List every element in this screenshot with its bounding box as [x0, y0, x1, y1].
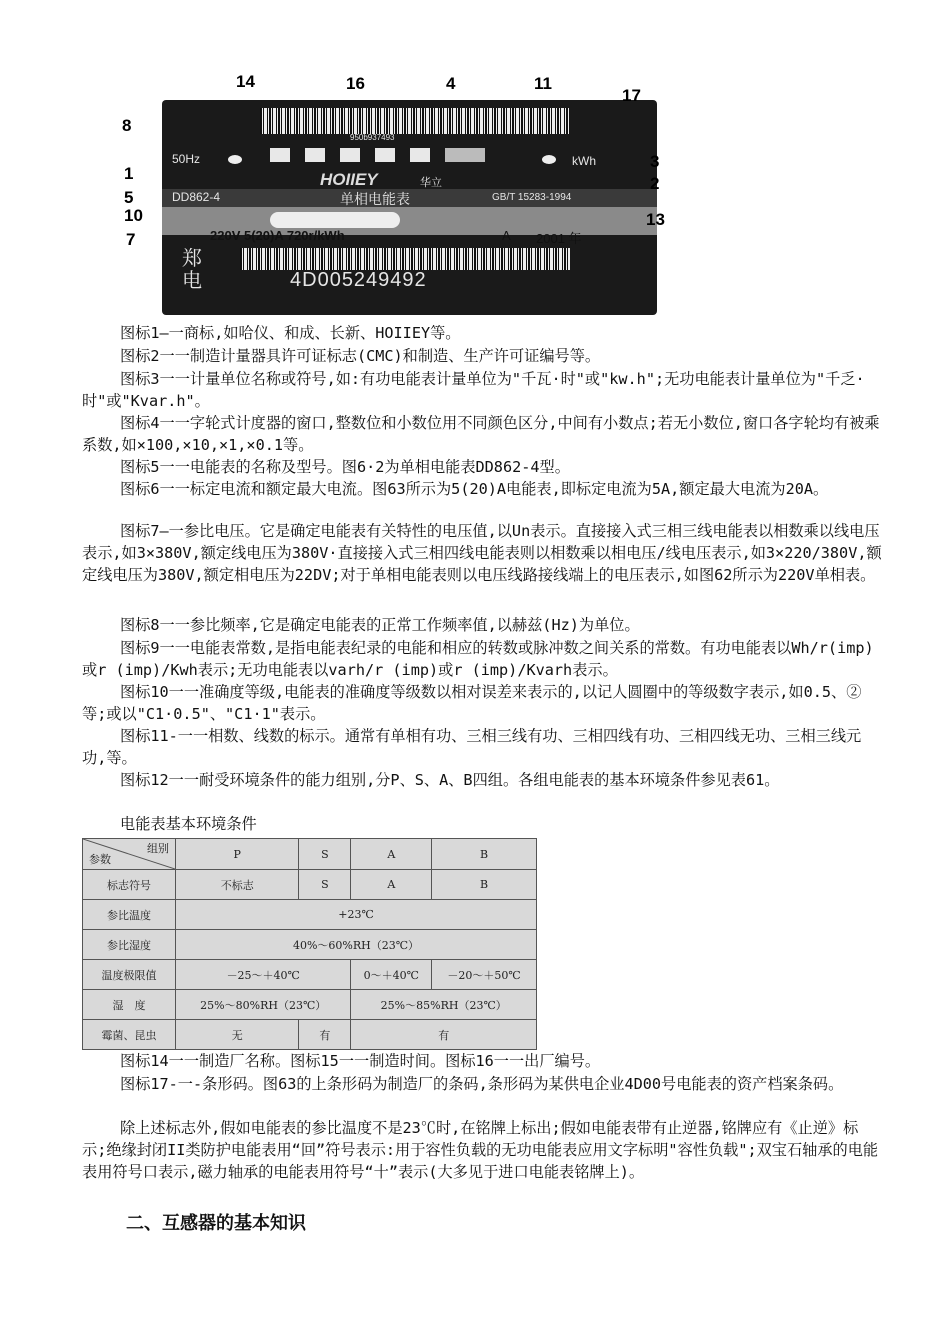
value-cell: 有: [351, 1020, 537, 1050]
table-header-row: [83, 839, 537, 870]
callout-13: 13: [646, 210, 665, 229]
register-digit: [375, 148, 395, 162]
paragraph-other-marks: 除上述标志外,假如电能表的参比温度不是23℃时,在铭牌上标出;假如电能表带有止逆器,铭牌应有《止逆》标示;绝缘封闭II类防护电能表用“回”符号表示:用于容性负载的无功电能表应用文字标明"容性负载";双宝石轴承的电能表用符号口表示,磁力轴承的电能表用符号“十”表示(大多见于进口电能表铭牌上)。: [82, 1119, 879, 1181]
register-digit: [305, 148, 325, 162]
paragraph-icon2: 图标2一一制造计量器具许可证标志(CMC)和制造、生产许可证编号等。: [120, 347, 601, 365]
param-cell: 参比湿度: [83, 930, 176, 960]
owner-label: 郑电: [182, 248, 202, 292]
value-cell: S: [299, 870, 351, 900]
value-cell: 有: [299, 1020, 351, 1050]
callout-2: 2: [650, 174, 660, 193]
value-cell: 0～＋40℃: [351, 960, 432, 990]
corner-header-cell: [83, 839, 176, 870]
paragraph-icon6: 图标6一一标定电流和额定最大电流。图63所示为5(20)A电能表,即标定电流为5A,额定最大电流为20A。: [120, 480, 829, 498]
callout-1: 1: [124, 164, 134, 183]
frequency-label: 50Hz: [172, 152, 201, 166]
param-cell: 霉菌、昆虫: [83, 1020, 176, 1050]
callout-7: 7: [126, 230, 136, 249]
value-cell: 不标志: [176, 870, 299, 900]
value-cell: +23℃: [176, 900, 537, 930]
callout-17-top: 17: [622, 86, 641, 105]
table-row: [83, 1020, 537, 1050]
register-digit: [340, 148, 360, 162]
model-number: DD862-4: [172, 190, 221, 204]
param-cell: 温度极限值: [83, 960, 176, 990]
register-digit: [270, 148, 290, 162]
value-cell: 无: [176, 1020, 299, 1050]
rotor-window: [270, 212, 400, 228]
standard-number: GB/T 15283-1994: [492, 192, 572, 203]
callout-8: 8: [122, 116, 132, 135]
environment-conditions-table: [82, 838, 537, 1050]
table-row: [83, 870, 537, 900]
table-row: [83, 990, 537, 1020]
callout-14: 14: [236, 72, 255, 91]
value-cell: B: [432, 870, 537, 900]
callout-16: 16: [346, 74, 365, 93]
brand-logo: HOIIEY: [320, 170, 378, 189]
callout-3: 3: [650, 152, 660, 171]
corner-param-label: 参数: [89, 853, 111, 866]
table-row: [83, 930, 537, 960]
paragraph-icon4: 图标4一一字轮式计度器的窗口,整数位和小数位用不同颜色区分,中间有小数点;若无小数位,窗口各字轮均有被乘系数,如×100,×10,×1,×0.1等。: [82, 414, 880, 454]
table-row: [83, 900, 537, 930]
callout-5: 5: [124, 188, 134, 207]
manufacture-year: 2001 年: [536, 231, 582, 246]
paragraph-icon7: 图标7—一参比电压。它是确定电能表有关特性的电压值,以Un表示。直接接入式三相三线电能表以相数乘以线电压表示,如3×380V,额定线电压为380V·直接接入式三相四线电能表则以相数乘以相电压/线电压表示,如3×220/380V,额定线电压为380V,额定相电压为22DV;对于单相电能表则以电压线路接线端上的电压表示,如图62所示为220V单相表。: [82, 522, 882, 584]
top-serial-number: 950b937493: [350, 133, 395, 142]
register-digit: [410, 148, 430, 162]
register-windows: [270, 148, 485, 162]
paragraph-icon1: 图标1—一商标,如哈仪、和成、长新、HOIIEY等。: [120, 324, 461, 342]
value-cell: 25%～85%RH（23℃）: [351, 990, 537, 1020]
param-cell: 标志符号: [83, 870, 176, 900]
callout-10: 10: [124, 206, 143, 225]
unit-label: kWh: [572, 154, 596, 168]
section-title: 二、互感器的基本知识: [126, 1213, 306, 1234]
paragraph-icon14-16: 图标14一一制造厂名称。图标15一一制造时间。图标16一一出厂编号。: [120, 1052, 601, 1070]
paragraph-icon8: 图标8一一参比频率,它是确定电能表的正常工作频率值,以赫兹(Hz)为单位。: [120, 616, 640, 634]
brand-chinese: 华立: [420, 177, 442, 189]
indicator-lamp: [228, 155, 242, 164]
class-mark: A: [502, 228, 511, 243]
top-barcode: [260, 108, 570, 134]
table-row: [83, 960, 537, 990]
paragraph-icon12: 图标12一一耐受环境条件的能力组别,分P、S、A、B四组。各组电能表的基本环境条件参见表61。: [120, 771, 780, 789]
rating-text: 220V 5(20)A 720r/kWh: [210, 228, 345, 243]
meter-nameplate-figure: [110, 70, 670, 315]
paragraph-icon3: 图标3一一计量单位名称或符号,如:有功电能表计量单位为"千瓦·时"或"kw.h";无功电能表计量单位为"千乏·时"或"Kvar.h"。: [82, 370, 865, 410]
value-cell: 25%～80%RH（23℃）: [176, 990, 351, 1020]
asset-number: 4D005249492: [290, 269, 427, 291]
register-digit: [445, 148, 485, 162]
value-cell: －25～＋40℃: [176, 960, 351, 990]
corner-group-label: 组别: [147, 842, 169, 855]
paragraph-icon5: 图标5一一电能表的名称及型号。图6·2为单相电能表DD862-4型。: [120, 458, 570, 476]
paragraph-icon9: 图标9一一电能表常数,是指电能表纪录的电能和相应的转数或脉冲数之间关系的常数。有功电能表以Wh/r(imp)或r (imp)/Kwh表示;无功电能表以varh/r (imp)或r (imp)/Kvarh表示。: [82, 639, 874, 679]
asset-barcode: [240, 248, 570, 270]
callout-11: 11: [534, 74, 552, 93]
param-cell: 参比温度: [83, 900, 176, 930]
table-caption: 电能表基本环境条件: [120, 815, 257, 833]
callout-4: 4: [446, 74, 456, 93]
group-header-p: P: [176, 839, 299, 870]
value-cell: A: [351, 870, 432, 900]
group-header-b: B: [432, 839, 537, 870]
paragraph-icon17: 图标17-一-条形码。图63的上条形码为制造厂的条码,条形码为某供电企业4D00号电能表的资产档案条码。: [120, 1075, 844, 1093]
value-cell: －20～＋50℃: [432, 960, 537, 990]
paragraph-icon11: 图标11-一一相数、线数的标示。通常有单相有功、三相三线有功、三相四线有功、三相四线无功、三相三线元功,等。: [82, 727, 862, 767]
paragraph-icon10: 图标10一一准确度等级,电能表的准确度等级数以相对误差来表示的,以记人圆圈中的等级数字表示,如0.5、②等;或以"C1·0.5"、"C1·1"表示。: [82, 683, 862, 723]
param-cell: 湿 度: [83, 990, 176, 1020]
meter-name: 单相电能表: [340, 191, 410, 207]
group-header-s: S: [299, 839, 351, 870]
group-header-a: A: [351, 839, 432, 870]
value-cell: 40%～60%RH（23℃）: [176, 930, 537, 960]
indicator-lamp: [542, 155, 556, 164]
